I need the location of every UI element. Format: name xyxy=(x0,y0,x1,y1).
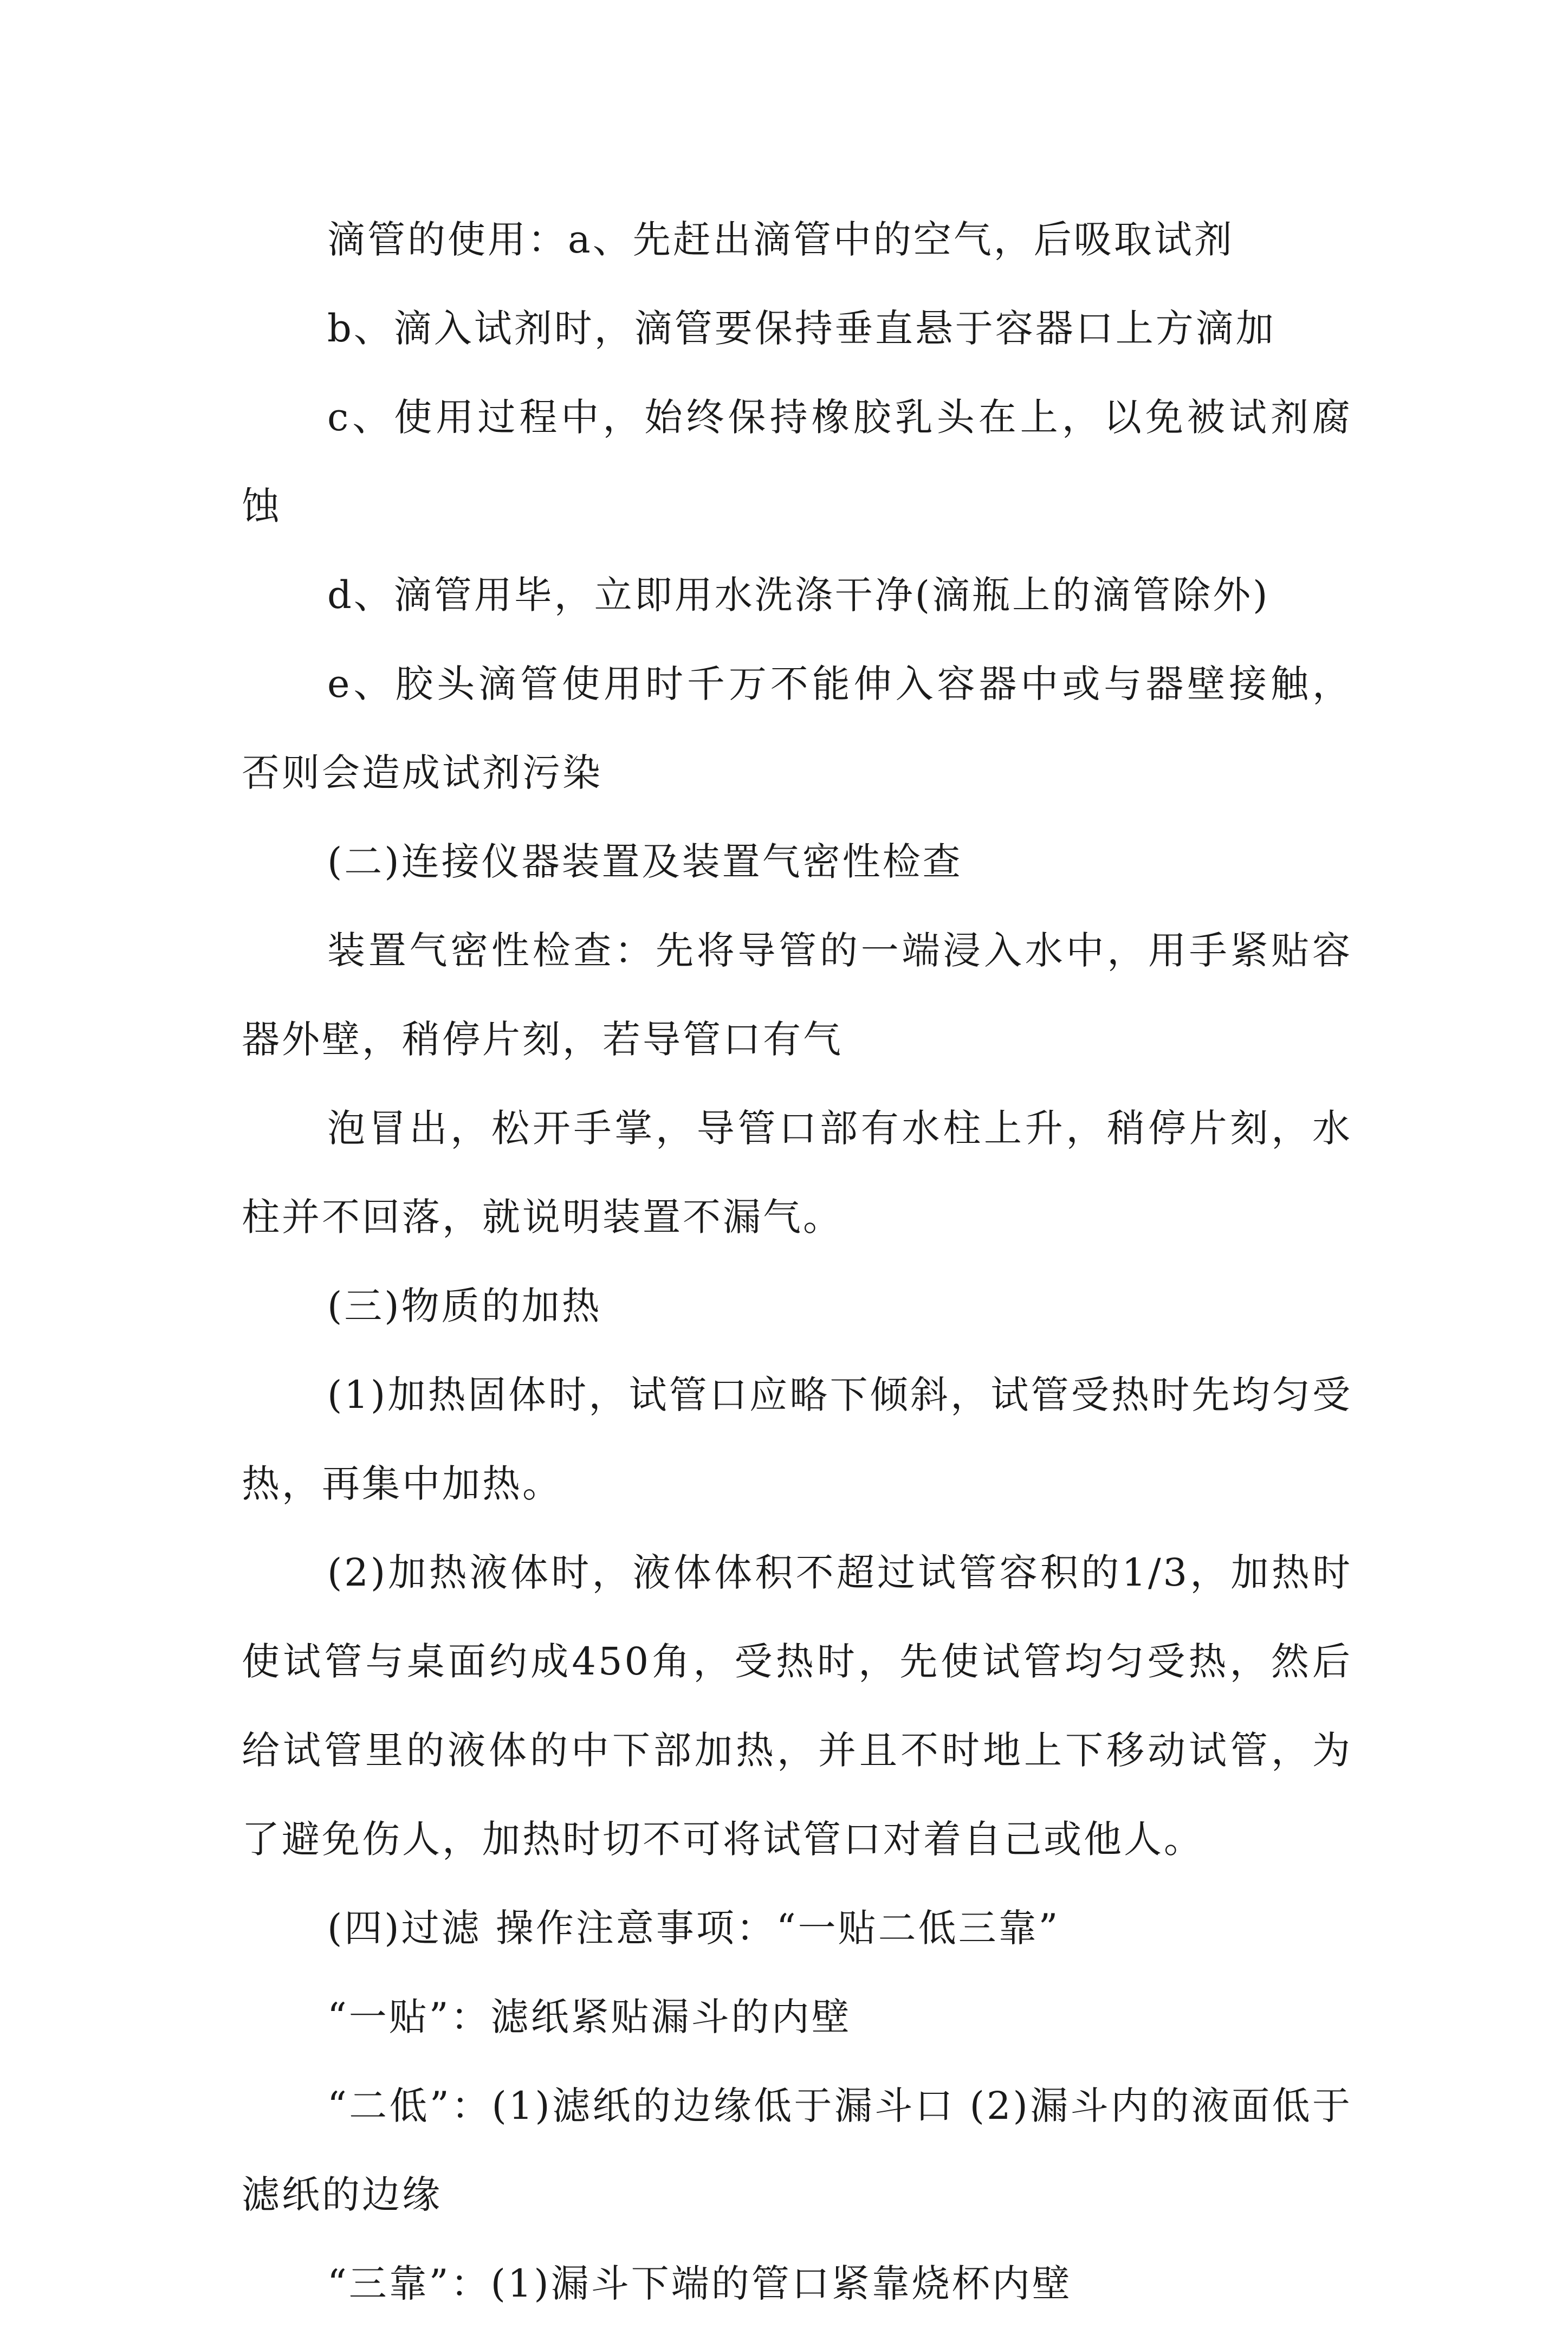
paragraph-dropper-usage-d: d、滴管用毕，立即用水洗涤干净(滴瓶上的滴管除外) xyxy=(327,573,1270,617)
section-heading-heating: (三)物质的加热 xyxy=(327,1284,602,1328)
section-heading-apparatus: (二)连接仪器装置及装置气密性检查 xyxy=(327,839,963,884)
paragraph-dropper-usage-a: 滴管的使用：a、先赶出滴管中的空气，后吸取试剂 xyxy=(327,217,1234,262)
paragraph-dropper-usage-e: e、胶头滴管使用时千万不能伸入容器中或与器壁接触，否则会造成试剂污染 xyxy=(242,662,1352,795)
document-body xyxy=(242,195,1352,2328)
paragraph-airtightness-check: 装置气密性检查：先将导管的一端浸入水中，用手紧贴容器外壁，稍停片刻，若导管口有气 xyxy=(242,928,1352,1062)
paragraph-filtration-one: “一贴”：滤纸紧贴漏斗的内壁 xyxy=(327,1995,852,2039)
paragraph-filtration-two: “二低”：(1)滤纸的边缘低于漏斗口 (2)漏斗内的液面低于滤纸的边缘 xyxy=(242,2084,1352,2217)
section-heading-filtration: (四)过滤 操作注意事项：“一贴二低三靠” xyxy=(327,1906,1060,1950)
paragraph-airtightness-result: 泡冒出，松开手掌，导管口部有水柱上升，稍停片刻，水柱并不回落，就说明装置不漏气。 xyxy=(242,1106,1352,1239)
paragraph-dropper-usage-c: c、使用过程中，始终保持橡胶乳头在上，以免被试剂腐蚀 xyxy=(242,395,1352,528)
paragraph-heating-solid: (1)加热固体时，试管口应略下倾斜，试管受热时先均匀受热，再集中加热。 xyxy=(242,1373,1352,1506)
paragraph-heating-liquid: (2)加热液体时，液体体积不超过试管容积的1/3，加热时使试管与桌面约成450角，受热时，先使试管均匀受热，然后给试管里的液体的中下部加热，并且不时地上下移动试管，为了避免伤人，加热时切不可将试管口对着自己或他人。 xyxy=(242,1550,1352,1861)
paragraph-filtration-three: “三靠”：(1)漏斗下端的管口紧靠烧杯内壁 xyxy=(327,2261,1072,2306)
paragraph-dropper-usage-b: b、滴入试剂时，滴管要保持垂直悬于容器口上方滴加 xyxy=(327,306,1276,351)
